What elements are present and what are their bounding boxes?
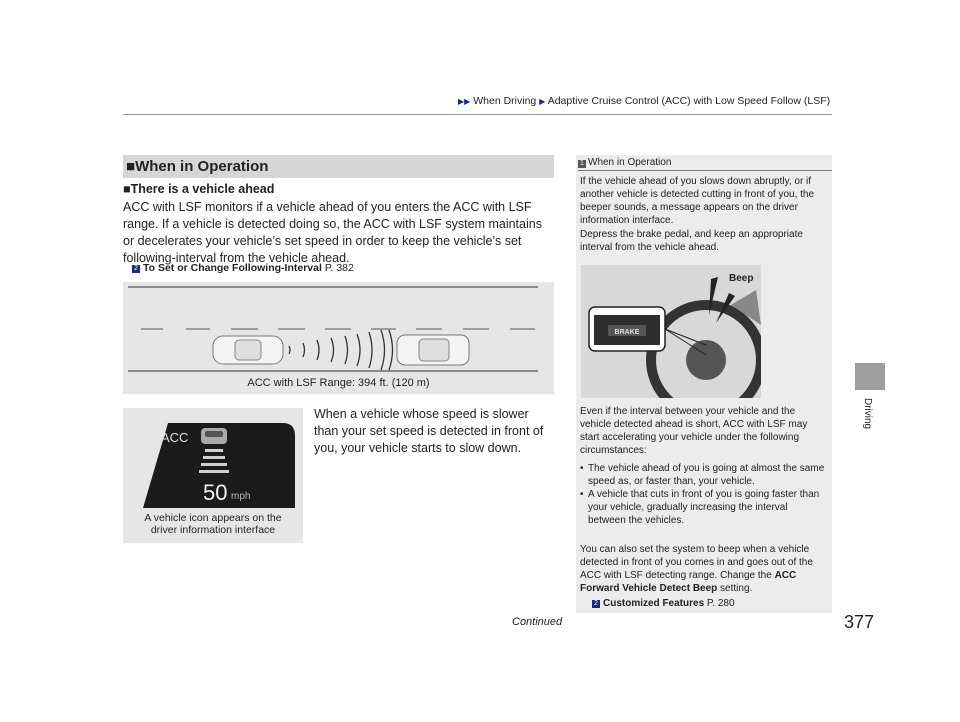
reference-icon: 2 (132, 265, 140, 273)
brake-message: BRAKE (614, 329, 640, 336)
continued-label: Continued (512, 616, 563, 628)
note-paragraph: Even if the interval between your vehicle and the vehicle detected ahead is short, ACC with LSF may start accelerating your vehicle under the following circumstances: (580, 406, 808, 456)
range-caption: ACC with LSF Range: 394 ft. (120 m) (247, 377, 430, 389)
chapter-tab[interactable] (855, 363, 885, 390)
arrow-icon: ▶ (539, 97, 546, 106)
header-divider (123, 114, 832, 115)
list-item: • The vehicle ahead of you is going at almost the same speed as, or faster than, your vehicle. (580, 463, 825, 487)
subheading-bullet-icon: ■ (123, 182, 131, 196)
caption-line: A vehicle icon appears on the (144, 512, 282, 524)
cross-reference-link[interactable] (132, 262, 354, 274)
note-paragraph: Depress the brake pedal, and keep an appropriate interval from the vehicle ahead. (580, 229, 803, 253)
radar-waves-icon (289, 330, 393, 370)
display-caption (123, 512, 303, 536)
subheading-text: There is a vehicle ahead (130, 182, 275, 196)
section-bullet-icon: ■ (126, 158, 136, 175)
xref-label: Customized Features (603, 598, 705, 609)
note-paragraph: You can also set the system to beep when a vehicle detected in front of you comes in and goes out of the ACC with LSF detecting range. Change the ACC Forward Vehicle Detect Beep setting. (580, 544, 813, 594)
xref-page: P. 382 (324, 262, 354, 274)
note-divider (578, 170, 832, 171)
beep-label: Beep (729, 273, 754, 284)
chapter-tab-label: Driving (862, 398, 873, 430)
section-title (126, 158, 268, 175)
bullet-icon: • (580, 463, 584, 474)
breadcrumb-item[interactable]: Adaptive Cruise Control (ACC) with Low Speed Follow (LSF) (547, 95, 831, 107)
subheading (123, 182, 274, 196)
body-paragraph: ACC with LSF monitors if a vehicle ahead of you enters the ACC with LSF range. If a vehicle is detected doing so, the ACC with LSF system maintains or decelerates your vehicle’s set speed in order to keep the vehicle’s set following-interval from the vehicle ahead. (123, 200, 542, 265)
speed-unit: mph (231, 491, 251, 502)
xref-page: P. 280 (706, 598, 735, 609)
reference-icon: 2 (592, 600, 600, 608)
breadcrumb-item[interactable]: When Driving (473, 95, 537, 107)
caption-line: driver information interface (150, 524, 276, 536)
note-icon: 1 (578, 160, 586, 168)
steering-wheel-illustration (581, 265, 761, 398)
breadcrumb (458, 95, 830, 107)
note-paragraph: If the vehicle ahead of you slows down abruptly, or if another vehicle is detected cutting in front of you, the beeper sounds, a message appears on the driver information interface. (580, 176, 815, 226)
page-number: 377 (844, 612, 875, 632)
setting-name: ACC Forward Vehicle Detect Beep (580, 570, 797, 594)
note-title-text: When in Operation (588, 157, 672, 168)
vehicle-ahead-icon (397, 335, 469, 365)
note-title (578, 157, 671, 168)
cross-reference-link[interactable] (580, 597, 838, 610)
list-item: • A vehicle that cuts in front of you is going faster than your vehicle, gradually increasing the interval between the vehicles. (580, 489, 820, 526)
bullet-icon: • (580, 489, 584, 500)
double-arrow-icon: ▶▶ (458, 97, 471, 106)
section-title-text: When in Operation (135, 158, 269, 175)
xref-label: To Set or Change Following-Interval (143, 262, 322, 274)
steering-wheel-icon (581, 265, 761, 398)
speed-value: 50 (203, 480, 228, 505)
vehicle-ahead-icon (201, 428, 227, 444)
note-bullet-list (580, 462, 826, 527)
acc-label: ACC (161, 430, 189, 445)
slowdown-paragraph: When a vehicle whose speed is slower than your set speed is detected in front of you, your vehicle starts to slow down. (314, 407, 544, 455)
own-vehicle-icon (213, 336, 283, 364)
